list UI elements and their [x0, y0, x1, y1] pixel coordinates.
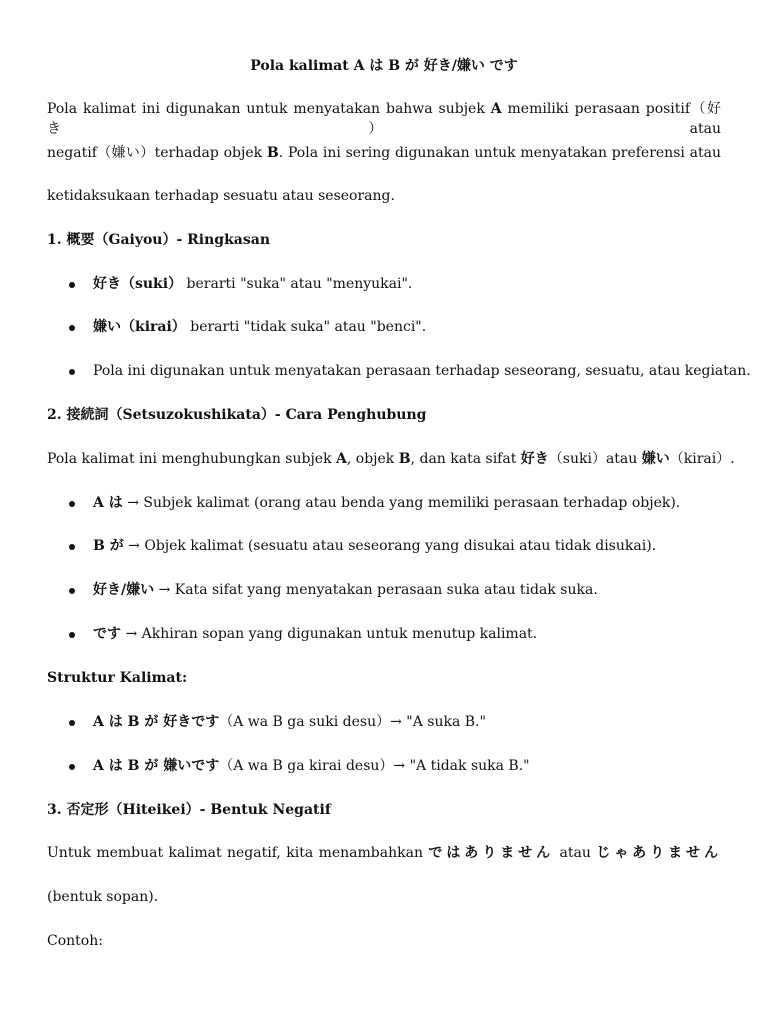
para-bold: 嫌い	[641, 451, 670, 467]
list-item-text: Pola ini digunakan untuk menyatakan perasaan terhadap seseorang, sesuatu, atau kegiatan.	[93, 363, 751, 379]
intro-text: negatif（嫌い）terhadap objek	[47, 145, 267, 161]
term: 嫌い（kirai）	[93, 319, 186, 335]
bullet	[69, 501, 75, 507]
para-text: Untuk membuat kalimat negatif, kita menambahkan	[47, 845, 429, 861]
intro-line-2	[47, 143, 721, 163]
para-text: Pola kalimat ini menghubungkan subjek	[47, 451, 337, 467]
list-item-text: → Subjek kalimat (orang atau benda yang memiliki perasaan terhadap objek).	[122, 495, 681, 511]
bullet	[69, 282, 75, 288]
intro-text: Pola kalimat ini digunakan untuk menyatakan bahwa subjek	[47, 101, 491, 117]
term: 好き（suki）	[93, 276, 183, 292]
para-bold: B	[398, 451, 411, 467]
term: B が	[93, 538, 124, 554]
intro-line-1	[47, 99, 721, 139]
bullet	[69, 325, 75, 331]
list-item-text: （A wa B ga suki desu）→ "A suka B."	[219, 714, 486, 730]
list-item-text: （A wa B ga kirai desu）→ "A tidak suka B."	[219, 758, 530, 774]
intro-text: . Pola ini sering digunakan untuk menyatakan preferensi atau	[278, 145, 721, 161]
bullet	[69, 588, 75, 594]
list-item-text: berarti "suka" atau "menyukai".	[182, 276, 413, 292]
para-bold: A	[336, 451, 347, 467]
para-text: （suki）atau	[548, 451, 642, 467]
bullet	[69, 544, 75, 550]
section-3-heading: 3. 否定形（Hiteikei）- Bentuk Negatif	[47, 802, 331, 818]
term: 好き/嫌い	[93, 582, 155, 598]
intro-bold-a: A	[490, 101, 502, 117]
bullet	[69, 720, 75, 726]
intro-bold-b: B	[266, 145, 279, 161]
section-1-heading: 1. 概要（Gaiyou）- Ringkasan	[47, 232, 270, 248]
list-item-text: berarti "tidak suka" atau "benci".	[185, 319, 427, 335]
intro-text: memiliki perasaan positif（好き）atau	[47, 101, 721, 137]
bullet	[69, 632, 75, 638]
para-text: （kirai）.	[669, 451, 735, 467]
term: A は B が 好きです	[93, 714, 220, 730]
para-bold: じゃありません	[596, 845, 721, 861]
list-item-text: → Kata sifat yang menyatakan perasaan suka atau tidak suka.	[154, 582, 598, 598]
intro-line-3: ketidaksukaan terhadap sesuatu atau seseorang.	[47, 188, 395, 204]
contoh-label: Contoh:	[47, 933, 103, 949]
section-3-line-2: (bentuk sopan).	[47, 889, 159, 905]
section-2-heading: 2. 接続詞（Setsuzokushikata）- Cara Penghubung	[47, 407, 427, 423]
para-text: , objek	[346, 451, 399, 467]
struktur-heading: Struktur Kalimat:	[47, 670, 188, 686]
para-text: , dan kata sifat	[410, 451, 521, 467]
document-title: Pola kalimat A は B が 好き/嫌い です	[250, 58, 518, 74]
list-item-text: → Akhiran sopan yang digunakan untuk menutup kalimat.	[121, 626, 538, 642]
list-item-text: → Objek kalimat (sesuatu atau seseorang yang disukai atau tidak disukai).	[123, 538, 657, 554]
para-bold: 好き	[520, 451, 549, 467]
bullet	[69, 764, 75, 770]
section-2-paragraph	[47, 449, 735, 469]
term: A は	[93, 495, 123, 511]
term: です	[93, 626, 121, 642]
section-3-line-1	[47, 843, 721, 863]
term: A は B が 嫌いです	[93, 758, 220, 774]
para-bold: ではありません	[428, 845, 555, 861]
bullet	[69, 369, 75, 375]
para-text: atau	[554, 845, 597, 861]
